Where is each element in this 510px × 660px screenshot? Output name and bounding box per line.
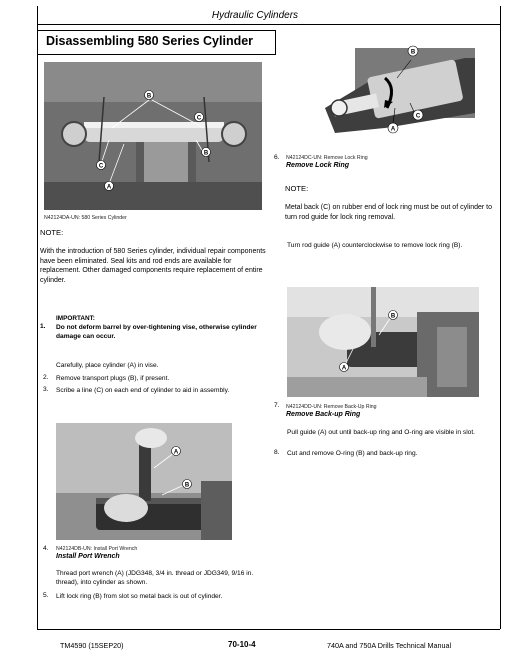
step8-text: Cut and remove O-ring (B) and back-up ring. — [287, 450, 418, 457]
fig6-label-a: A — [390, 126, 396, 133]
fig1-label-b1: B — [146, 93, 152, 100]
step4-number: 4. — [43, 545, 49, 552]
footer-page-number: 70-10-4 — [228, 640, 256, 649]
footer-manual-title: 740A and 750A Drills Technical Manual — [327, 641, 452, 650]
figure6-caption: N42124DC-UN: Remove Lock Ring — [286, 155, 368, 161]
figure-580-series-cylinder — [44, 62, 262, 210]
note1-heading: NOTE: — [40, 228, 64, 237]
fig1-label-c2: C — [196, 115, 202, 122]
figure-install-port-wrench — [56, 423, 232, 540]
fig1-label-b2: B — [203, 150, 209, 157]
note2-heading: NOTE: — [285, 184, 309, 193]
fig6-label-b: B — [410, 49, 416, 56]
step6-text: Turn rod guide (A) counterclockwise to remove lock ring (B). — [287, 242, 463, 249]
footer-doc-id: TM4590 (15SEP20) — [60, 641, 124, 650]
section-title: Disassembling 580 Series Cylinder — [46, 34, 254, 48]
note1-body: With the introduction of 580 Series cylinder, individual repair components have been eliminated. Seal kits and rod ends are available for replacement. Other damaged components require replacement of entire cylinder. — [40, 248, 266, 284]
step5-number: 5. — [43, 592, 49, 599]
fig4-label-a: A — [173, 449, 179, 456]
step4-text: Thread port wrench (A) (JDG348, 3/4 in. thread or JDG349, 9/16 in. thread), into cylinder as shown. — [56, 570, 254, 587]
fig7-label-b: B — [390, 313, 396, 320]
header-rule — [37, 24, 500, 25]
step1-text: Carefully, place cylinder (A) in vise. — [56, 362, 159, 369]
figure-remove-back-up-ring — [287, 287, 479, 397]
fig6-label-c: C — [415, 113, 421, 120]
step5-text: Lift lock ring (B) from slot so metal back is out of cylinder. — [56, 593, 223, 600]
step2-number: 2. — [43, 374, 49, 381]
figure1-caption: N42124DA-UN: 580 Series Cylinder — [44, 215, 127, 221]
important-number: 1. — [40, 323, 46, 330]
fig7-label-a: A — [341, 365, 347, 372]
figure4-caption: N42124DB-UN: Install Port Wrench — [56, 546, 138, 552]
step7-text: Pull guide (A) out until back-up ring and O-ring are visible in slot. — [287, 429, 476, 436]
header-title: Hydraulic Cylinders — [211, 10, 299, 21]
fig1-label-c1: C — [98, 163, 104, 170]
fig1-label-a: A — [106, 184, 112, 191]
step3-number: 3. — [43, 386, 49, 393]
figure6-title: Remove Lock Ring — [286, 162, 350, 169]
footer-rule — [37, 629, 500, 630]
step3-text: Scribe a line (C) on each end of cylinder to aid in assembly. — [56, 387, 230, 394]
figure7-caption: N42124DD-UN: Remove Back-Up Ring — [286, 404, 377, 410]
figure7-title: Remove Back-up Ring — [286, 411, 361, 418]
note2-body: Metal back (C) on rubber end of lock ring must be out of cylinder to turn rod guide for lock ring removal. — [285, 204, 492, 221]
step2-text: Remove transport plugs (B), if present. — [56, 375, 170, 382]
important-body: Do not deform barrel by over-tightening vise, otherwise cylinder damage can occur. — [56, 324, 257, 340]
important-heading: IMPORTANT: — [56, 315, 95, 322]
fig4-label-b: B — [184, 482, 190, 489]
step7-number: 7. — [274, 402, 280, 409]
step6-number: 6. — [274, 154, 280, 161]
figure4-title: Install Port Wrench — [56, 553, 120, 560]
figure-remove-lock-ring — [315, 38, 475, 148]
step8-number: 8. — [274, 449, 280, 456]
